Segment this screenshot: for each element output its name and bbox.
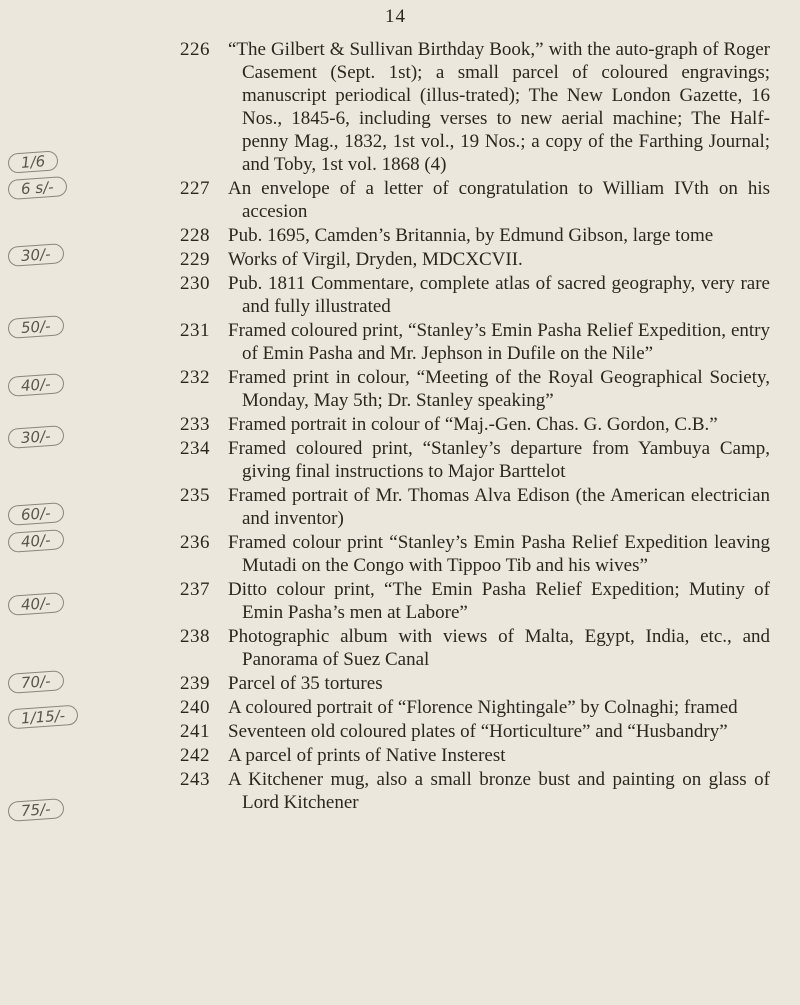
handwritten-note: 1/6 — [7, 150, 58, 173]
lot-description: Framed portrait of Mr. Thomas Alva Edison (the American electrician and inventor) — [228, 485, 770, 529]
lot-number: 233 — [180, 414, 210, 435]
lot-description: Parcel of 35 tortures — [228, 673, 383, 694]
lot-entry — [180, 531, 770, 577]
handwritten-note: 1/15/- — [7, 705, 78, 730]
lot-number: 236 — [180, 532, 210, 553]
lot-entry — [180, 578, 770, 624]
lot-number: 228 — [180, 225, 210, 246]
handwritten-note: 6 s/- — [7, 176, 67, 200]
lot-number: 232 — [180, 367, 210, 388]
lot-description: Framed coloured print, “Stanley’s departure from Yambuya Camp, giving final instructions to Major Barttelot — [228, 438, 770, 482]
lot-description: “The Gilbert & Sullivan Birthday Book,” with the auto-graph of Roger Casement (Sept. 1st); a small parcel of coloured engravings; manuscript periodical (illus-trated); The New London Gazette, 16 Nos., 1845-6, including verses to new aerial machine; The Half-penny Mag., 1832, 1st vol., 19 Nos.; a copy of the Farthing Journal; and Toby, 1st vol. 1868 (4) — [228, 39, 770, 175]
lot-entry — [180, 248, 770, 271]
lot-entry — [180, 319, 770, 365]
lot-entry — [180, 720, 770, 743]
lot-entry — [180, 177, 770, 223]
lot-description: Framed coloured print, “Stanley’s Emin Pasha Relief Expedition, entry of Emin Pasha and Mr. Jephson in Dufile on the Nile” — [228, 320, 770, 364]
lot-entry — [180, 437, 770, 483]
handwritten-note: 50/- — [7, 315, 64, 339]
lot-number: 226 — [180, 39, 210, 60]
lot-number: 242 — [180, 745, 210, 766]
handwritten-note: 75/- — [7, 798, 64, 822]
handwritten-note: 60/- — [7, 502, 64, 526]
lot-description: Framed print in colour, “Meeting of the Royal Geographical Society, Monday, May 5th; Dr. Stanley speaking” — [228, 367, 770, 411]
handwritten-note: 40/- — [7, 529, 64, 553]
lot-entry — [180, 768, 770, 814]
lot-description: Photographic album with views of Malta, Egypt, India, etc., and Panorama of Suez Canal — [228, 626, 770, 670]
lot-entry — [180, 696, 770, 719]
page-number: 14 — [385, 6, 406, 27]
lot-entry — [180, 744, 770, 767]
lot-number: 227 — [180, 178, 210, 199]
lot-description: Pub. 1811 Commentare, complete atlas of sacred geography, very rare and fully illustrated — [228, 273, 770, 317]
lot-entry — [180, 38, 770, 176]
handwritten-note: 30/- — [7, 243, 64, 267]
lot-entry — [180, 413, 770, 436]
lot-number: 241 — [180, 721, 210, 742]
lot-description: Works of Virgil, Dryden, MDCXCVII. — [228, 249, 523, 270]
handwritten-note: 70/- — [7, 670, 64, 694]
handwritten-note: 40/- — [7, 592, 64, 616]
lot-description: A parcel of prints of Native Insterest — [228, 745, 506, 766]
lot-list — [180, 38, 770, 815]
lot-description: A coloured portrait of “Florence Nightingale” by Colnaghi; framed — [228, 697, 738, 718]
lot-entry — [180, 366, 770, 412]
lot-description: Seventeen old coloured plates of “Horticulture” and “Husbandry” — [228, 721, 728, 742]
lot-description: Pub. 1695, Camden’s Britannia, by Edmund Gibson, large tome — [228, 225, 714, 246]
lot-entry — [180, 484, 770, 530]
lot-description: Framed portrait in colour of “Maj.-Gen. Chas. G. Gordon, C.B.” — [228, 414, 718, 435]
lot-number: 235 — [180, 485, 210, 506]
lot-number: 237 — [180, 579, 210, 600]
margin-annotations — [0, 0, 180, 1005]
lot-description: Ditto colour print, “The Emin Pasha Relief Expedition; Mutiny of Emin Pasha’s men at Labore” — [228, 579, 770, 623]
lot-number: 240 — [180, 697, 210, 718]
lot-description: Framed colour print “Stanley’s Emin Pasha Relief Expedition leaving Mutadi on the Congo with Tippoo Tib and his wives” — [228, 532, 770, 576]
lot-number: 243 — [180, 769, 210, 790]
lot-number: 231 — [180, 320, 210, 341]
lot-number: 230 — [180, 273, 210, 294]
lot-description: A Kitchener mug, also a small bronze bust and painting on glass of Lord Kitchener — [228, 769, 770, 813]
lot-entry — [180, 625, 770, 671]
lot-number: 238 — [180, 626, 210, 647]
lot-entry — [180, 672, 770, 695]
handwritten-note: 30/- — [7, 425, 64, 449]
lot-entry — [180, 224, 770, 247]
lot-description: An envelope of a letter of congratulation to William IVth on his accesion — [228, 178, 770, 222]
lot-number: 234 — [180, 438, 210, 459]
handwritten-note: 40/- — [7, 373, 64, 397]
lot-number: 239 — [180, 673, 210, 694]
lot-number: 229 — [180, 249, 210, 270]
lot-entry — [180, 272, 770, 318]
